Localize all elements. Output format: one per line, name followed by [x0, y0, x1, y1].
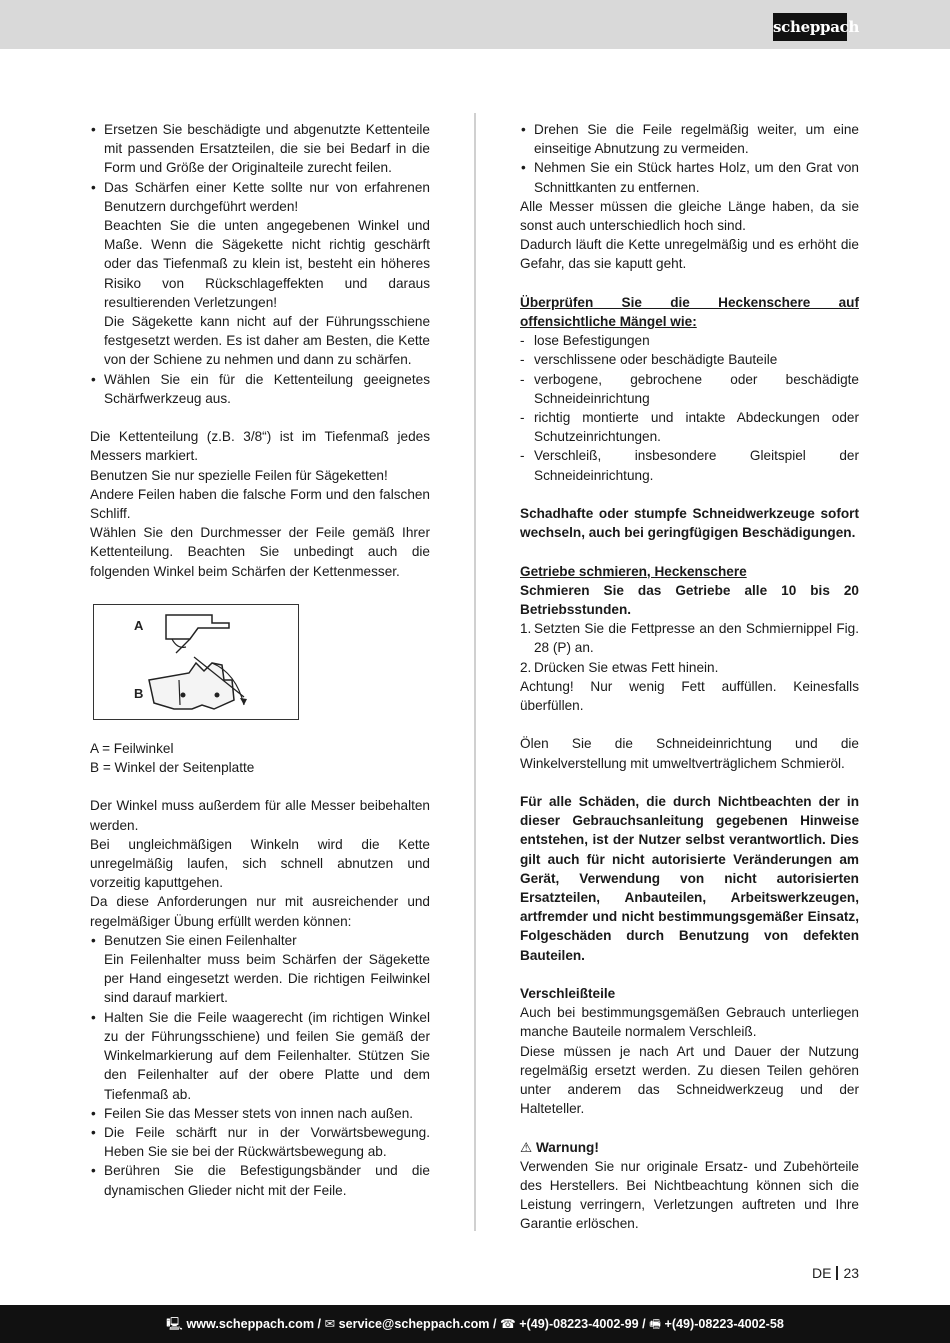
paragraph: Benutzen Sie nur spezielle Feilen für Sägeketten! [90, 467, 388, 483]
bullet-item: • Berühren Sie die Befestigungsbänder und die dynamischen Glieder nicht mit der Feile. [90, 1161, 430, 1199]
left-column [90, 120, 430, 1200]
filing-angle-figure [93, 604, 299, 720]
bullet-item: • Wählen Sie ein für die Kettenteilung geeignetes Schärfwerkzeug aus. [90, 370, 430, 408]
column-divider [474, 113, 476, 1231]
cutter-top-shape [166, 615, 229, 639]
dash-item: - Verschleiß, insbesondere Gleitspiel der Schneideinrichtung. [520, 446, 859, 484]
warning-icon: ⚠ [520, 1139, 536, 1155]
bullet-item: • Benutzen Sie einen Feilenhalter [90, 931, 430, 950]
figure-label-b: B [134, 685, 144, 701]
paragraph: Ölen Sie die Schneideinrichtung und die Winkelverstellung mit umweltverträglichem Schmieröl. [520, 736, 859, 771]
dash-item: - richtig montierte und intakte Abdeckungen oder Schutzeinrichtungen. [520, 408, 859, 446]
right-column [520, 120, 859, 1234]
footer-bar [0, 1305, 950, 1343]
paragraph: Auch bei bestimmungsgemäßen Gebrauch unterliegen manche Bauteile normalem Verschleiß. [520, 1005, 859, 1040]
bold-notice: Schadhafte oder stumpfe Schneidwerkzeuge sofort wechseln, auch bei geringfügigen Beschädigungen. [520, 506, 859, 541]
bullet-item: • Halten Sie die Feile waagerecht (im richtigen Winkel zu der Führungsschiene) und feilen Sie gemäß der Winkelmarkierung auf dem Feilenhalter. Stützen Sie den Feilenhalter auf der obere Platte und dem Tiefenmaß ab. [90, 1008, 430, 1104]
phone-number: +(49)-08223-4002-99 / [519, 1317, 646, 1331]
fax-icon: 🖷 [649, 1317, 661, 1331]
paragraph: Bei ungleichmäßigen Winkeln wird die Kette unregelmäßig laufen, sich schnell abnutzen und vorzeitig kaputtgehen. [90, 836, 430, 891]
fax-number: +(49)-08223-4002-58 [664, 1317, 784, 1331]
bullet-item: • Ersetzen Sie beschädigte und abgenutzte Kettenteile mit passenden Ersatzteilen, die sie bei Bedarf in die Form und Größe der Originalteile zurecht feilen. [90, 120, 430, 178]
warning-heading: ⚠ Warnung! [520, 1139, 599, 1155]
paragraph: Die Kettenteilung (z.B. 3/8“) ist im Tiefenmaß jedes Messers markiert. [90, 429, 430, 464]
numbered-item: 2. Drücken Sie etwas Fett hinein. [520, 659, 719, 675]
brand-logo: scheppach [773, 13, 847, 41]
numbered-item: 1. Setzten Sie die Fettpresse an den Schmiernippel Fig. 28 (P) an. [520, 621, 859, 656]
section-heading-wear-parts: Verschleißteile [520, 986, 616, 1002]
paragraph: Alle Messer müssen die gleiche Länge haben, da sie sonst auch unterschiedlich hoch sind. [520, 198, 859, 234]
bullet-item: • Nehmen Sie ein Stück hartes Holz, um den Grat von Schnittkanten zu entfernen. [520, 158, 859, 196]
legend-b: B = Winkel der Seitenplatte [90, 760, 255, 776]
dash-item: - verbogene, gebrochene oder beschädigte Schneideinrichtung [520, 370, 859, 408]
email-link[interactable]: service@scheppach.com / [338, 1317, 497, 1331]
website-link[interactable]: www.scheppach.com / [186, 1317, 322, 1331]
figure-label-a: A [134, 617, 144, 633]
computer-icon: 🖳 [166, 1317, 183, 1331]
section-heading-inspection: Überprüfen Sie die Heckenschere auf offensichtliche Mängel wie: [520, 294, 859, 330]
liability-notice: Für alle Schäden, die durch Nichtbeachten der in dieser Gebrauchsanleitung gegebenen Hinweise entstehen, ist der Nutzer selbst verantwortlich. Dies gilt auch für nicht autorisierte Veränderungen am Gerät, Verwendung von nicht autorisierten Ersatzteilen, Anbauteilen, Arbeitswerkzeugen, artfremder und nicht bestimmungsgemäßer Einsatz, Folgeschäden durch Benutzung von defekten Bauteilen. [520, 794, 859, 963]
paragraph: Da diese Anforderungen nur mit ausreichender und regelmäßiger Übung erfüllt werden können: [90, 894, 430, 929]
file-angle-arc [172, 639, 186, 647]
section-heading-gearbox: Getriebe schmieren, Heckenschere [520, 563, 747, 579]
paragraph: Der Winkel muss außerdem für alle Messer beibehalten werden. [90, 798, 430, 833]
cutter-side-plate [149, 663, 234, 709]
paragraph: Ein Feilenhalter muss beim Schärfen der Sägekette per Hand eingesetzt werden. Die richtigen Feilwinkel sind darauf markiert. [104, 952, 430, 1006]
paragraph: Beachten Sie die unten angegebenen Winkel und Maße. Wenn die Sägekette nicht richtig geschärft oder das Tiefenmaß zu klein ist, besteht ein höheres Risiko von Rückschlageffekten und daraus resultierenden Verletzungen! [104, 218, 430, 310]
paragraph: Die Sägekette kann nicht auf der Führungsschiene festgesetzt werden. Es ist daher am Besten, die Kette von der Schiene zu nehmen und dann zu schärfen. [104, 314, 430, 368]
page-number: DE 23 [812, 1265, 860, 1281]
dash-item: - verschlissene oder beschädigte Bauteile [520, 350, 859, 369]
bullet-item: • Drehen Sie die Feile regelmäßig weiter, um eine einseitige Abnutzung zu vermeiden. [520, 120, 859, 158]
mail-icon: ✉ [324, 1317, 336, 1331]
bullet-item: • Das Schärfen einer Kette sollte nur von erfahrenen Benutzern durchgeführt werden! [90, 178, 430, 216]
paragraph: Dadurch läuft die Kette unregelmäßig und es erhöht die Gefahr, das sie kaputt geht. [520, 237, 859, 272]
bullet-item: • Feilen Sie das Messer stets von innen nach außen. [90, 1104, 430, 1123]
paragraph: Achtung! Nur wenig Fett auffüllen. Keinesfalls überfüllen. [520, 678, 859, 714]
dash-item: - lose Befestigungen [520, 331, 859, 350]
gearbox-instruction: Schmieren Sie das Getriebe alle 10 bis 20 Betriebsstunden. [520, 582, 859, 618]
paragraph: Wählen Sie den Durchmesser der Feile gemäß Ihrer Kettenteilung. Beachten Sie unbedingt auch die folgenden Winkel beim Schärfen der Kettenmesser. [90, 525, 430, 579]
bullet-item: • Die Feile schärft nur in der Vorwärtsbewegung. Heben Sie sie bei der Rückwärtsbewegung ab. [90, 1123, 430, 1161]
phone-icon: ☎ [500, 1317, 516, 1331]
paragraph: Diese müssen je nach Art und Dauer der Nutzung regelmäßig ersetzt werden. Zu diesen Teilen gehören unter anderem das Schneidwerkzeug und der Halteteller. [520, 1043, 859, 1117]
paragraph: Andere Feilen haben die falsche Form und den falschen Schliff. [90, 486, 430, 522]
chain-cutter-illustration [94, 605, 298, 719]
legend-a: A = Feilwinkel [90, 740, 174, 756]
paragraph: Verwenden Sie nur originale Ersatz- und Zubehörteile des Herstellers. Bei Nichtbeachtung können sich die Leistung verringern, Verletzungen auftreten und Ihre Garantie erlöschen. [520, 1158, 859, 1232]
